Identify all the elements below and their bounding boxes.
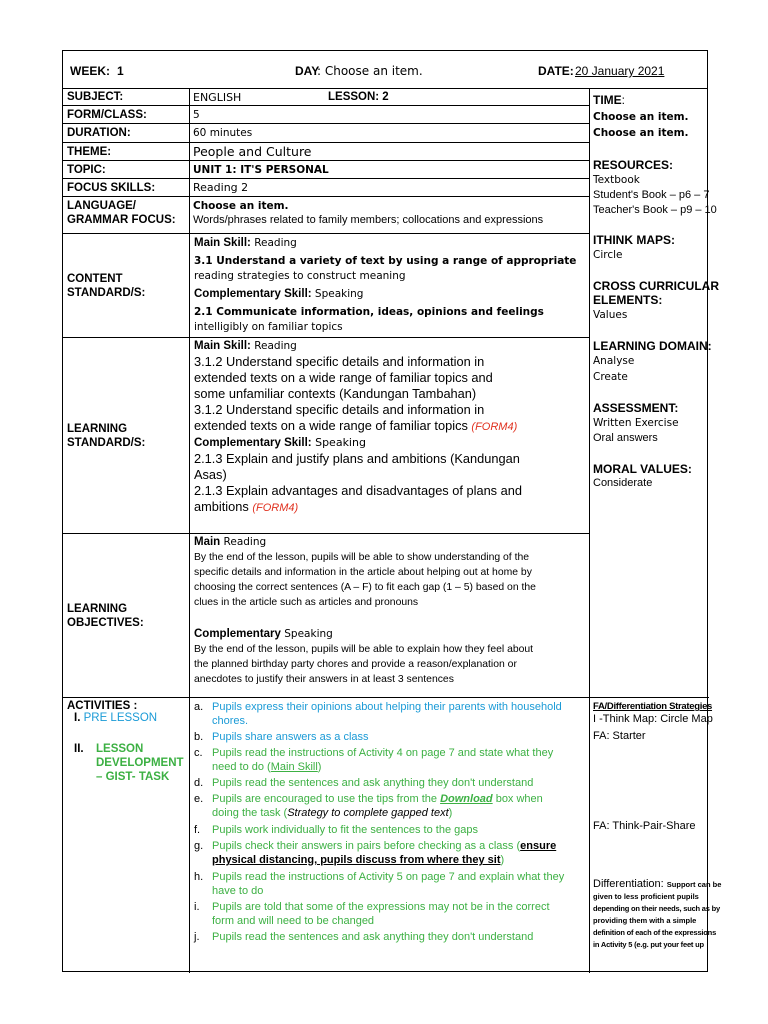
- dev-label-3: – GIST- TASK: [96, 771, 170, 783]
- learning-objectives-label-cell: [63, 534, 190, 698]
- activity-g-1: Pupils check their answers in pairs before checking as a class (: [212, 840, 521, 852]
- domain-2: Create: [593, 371, 628, 383]
- activities-label: ACTIVITIES :: [67, 700, 138, 712]
- fa-3: FA: Think-Pair-Share: [593, 820, 696, 832]
- lo-main-label: Main: [194, 536, 221, 548]
- activity-e-3a: doing the task (: [212, 807, 288, 819]
- activity-item: [190, 700, 589, 714]
- focus-value-cell: [190, 179, 590, 197]
- resources-1: Textbook: [593, 174, 640, 186]
- learning-standard-label-1: LEARNING: [67, 422, 128, 435]
- grammar-value-2: Words/phrases related to family members; collocations and expressions: [193, 214, 544, 226]
- lo-comp-value: Speaking: [280, 628, 333, 640]
- domain-label: LEARNING DOMAIN:: [593, 339, 712, 353]
- week-label: WEEK:: [70, 64, 110, 78]
- cross-value: Values: [593, 309, 628, 321]
- duration-value-cell: [190, 124, 590, 143]
- grammar-label-1: LANGUAGE/: [67, 200, 136, 212]
- fa-strategies-column: [590, 698, 722, 973]
- activity-e-download: Download: [440, 793, 493, 805]
- assessment-label: ASSESSMENT:: [593, 401, 679, 415]
- theme-label: THEME:: [67, 145, 112, 158]
- cs-main-text-1: 3.1 Understand a variety of text by using a range of appropriate: [194, 255, 577, 267]
- activity-d: Pupils read the sentences and ask anything they don't understand: [212, 777, 534, 789]
- ithink-label: ITHINK MAPS:: [593, 233, 675, 247]
- activity-item: [190, 870, 589, 884]
- activity-letter: a.: [194, 701, 204, 713]
- activity-g-2: physical distancing, pupils discuss from where they sit: [212, 854, 501, 866]
- activity-letter: i.: [194, 901, 200, 913]
- activity-c-2c: ): [317, 761, 322, 773]
- date-label: DATE:: [538, 64, 574, 78]
- learning-objectives-label-1: LEARNING: [67, 602, 128, 615]
- lo-comp-label: Complementary: [194, 628, 281, 640]
- theme-value: People and Culture: [193, 144, 312, 159]
- cs-comp-text-1: 2.1 Communicate information, ideas, opinions and feelings: [194, 306, 544, 318]
- ls-line-1: 3.1.2 Understand specific details and information in: [194, 354, 485, 369]
- activity-c-2b: Main Skill: [270, 761, 318, 773]
- activity-letter: f.: [194, 824, 201, 836]
- resources-3: Teacher's Book – p9 – 10: [593, 204, 717, 216]
- topic-label: TOPIC:: [67, 163, 106, 176]
- activity-item: [190, 792, 589, 806]
- cs-main-skill-label: Main Skill:: [194, 237, 251, 249]
- activity-letter: e.: [194, 793, 204, 805]
- domain-1: Analyse: [593, 355, 635, 367]
- ls-form4-b: (FORM4): [252, 502, 299, 514]
- diff-4: providing them with a simple: [593, 916, 697, 925]
- grammar-value-1[interactable]: Choose an item.: [193, 200, 289, 212]
- topic-value-cell: [190, 161, 590, 179]
- ls-line-9: ambitions: [194, 499, 253, 514]
- learning-objectives-cell: [190, 534, 590, 698]
- activity-j: Pupils read the sentences and ask anything they don't understand: [212, 931, 534, 943]
- day-value[interactable]: : Choose an item.: [317, 64, 423, 78]
- diff-6: in Activity 5 (e.g. put your feet up: [593, 940, 704, 949]
- content-standard-cell: [190, 234, 590, 338]
- ithink-value: Circle: [593, 249, 623, 261]
- subject-value-cell: [190, 89, 590, 106]
- lo-main-1: By the end of the lesson, pupils will be able to show understanding of the: [194, 552, 530, 563]
- diff-1: Support can be: [666, 880, 722, 889]
- activity-letter: c.: [194, 747, 203, 759]
- ls-line-6: 2.1.3 Explain and justify plans and ambitions (Kandungan: [194, 451, 520, 466]
- learning-standard-label-cell: [63, 338, 190, 534]
- theme-value-cell: [190, 143, 590, 161]
- activity-letter: h.: [194, 871, 204, 883]
- ls-main-skill-value: Reading: [250, 340, 297, 352]
- cross-label-2: ELEMENTS:: [593, 293, 663, 307]
- focus-value: Reading 2: [193, 181, 249, 194]
- diff-5: definition of each of the expressions: [593, 928, 717, 937]
- activity-i: Pupils are told that some of the expressions may not be in the correct: [212, 901, 550, 913]
- activities-label-cell: [63, 698, 190, 973]
- ls-line-2: extended texts on a wide range of familiar topics and: [194, 370, 493, 385]
- cs-comp-skill-value: Speaking: [311, 288, 364, 300]
- theme-label-cell: [63, 143, 190, 161]
- form-value-cell: [190, 106, 590, 124]
- ls-main-skill-label: Main Skill:: [194, 340, 251, 352]
- grammar-label-cell: [63, 197, 190, 234]
- lesson-label: LESSON: 2: [328, 91, 389, 103]
- form-value: 5: [193, 108, 200, 121]
- cs-main-skill-value: Reading: [250, 237, 297, 249]
- lo-comp-1: By the end of the lesson, pupils will be able to explain how they feel about: [194, 644, 534, 655]
- fa-title: FA/Differentiation Strategies: [593, 701, 713, 712]
- right-info-column: [590, 89, 719, 698]
- cs-comp-skill-label: Complementary Skill:: [194, 288, 312, 300]
- activity-e-3b: Strategy to complete gapped text: [287, 807, 449, 819]
- focus-label-cell: [63, 179, 190, 197]
- week-value: 1: [117, 64, 124, 78]
- time-value-1[interactable]: Choose an item.: [593, 111, 689, 123]
- focus-label: FOCUS SKILLS:: [67, 181, 156, 194]
- fa-1: I -Think Map: Circle Map: [593, 713, 713, 725]
- activity-item: [190, 930, 589, 944]
- diff-2: given to less proficient pupils: [593, 892, 699, 901]
- date-value[interactable]: 20 January 2021: [575, 64, 665, 78]
- duration-value: 60 minutes: [193, 127, 253, 139]
- activity-e-2: box when: [492, 793, 543, 805]
- grammar-label-2: GRAMMAR FOCUS:: [67, 214, 176, 226]
- assessment-2: Oral answers: [593, 432, 658, 444]
- ls-comp-skill-value: Speaking: [311, 436, 366, 449]
- activity-letter: b.: [194, 731, 204, 743]
- grammar-value-cell: [190, 197, 590, 234]
- topic-label-cell: [63, 161, 190, 179]
- dev-num: II.: [74, 743, 84, 755]
- lesson-plan-sheet: [62, 50, 722, 972]
- activity-item: [190, 900, 589, 914]
- activity-i-2: form and will need to be changed: [212, 915, 375, 927]
- duration-label: DURATION:: [67, 127, 131, 139]
- activity-e-3c: ): [448, 807, 453, 819]
- dev-label-1: LESSON: [96, 743, 144, 755]
- activity-item: [190, 730, 589, 744]
- time-colon: :: [621, 93, 626, 107]
- activity-f: Pupils work individually to fit the sentences to the gaps: [212, 824, 478, 836]
- time-value-2[interactable]: Choose an item.: [593, 127, 689, 139]
- subject-label: SUBJECT:: [67, 91, 124, 103]
- lo-main-2: specific details and information in the article about helping out at home by: [194, 567, 532, 578]
- learning-standard-cell: [190, 338, 590, 534]
- lo-comp-2: the planned birthday party chores and provide a reason/explanation or: [194, 659, 517, 670]
- moral-label: MORAL VALUES:: [593, 462, 692, 476]
- ls-form4-a: (FORM4): [471, 421, 518, 433]
- activity-item: [190, 823, 589, 837]
- topic-value: UNIT 1: IT'S PERSONAL: [193, 163, 329, 176]
- resources-label: RESOURCES:: [593, 158, 674, 172]
- form-label-cell: [63, 106, 190, 124]
- activity-h: Pupils read the instructions of Activity 5 on page 7 and explain what they: [212, 871, 565, 883]
- content-standard-label-1: CONTENT: [67, 272, 123, 285]
- ls-line-5: extended texts on a wide range of familiar topics: [194, 418, 472, 433]
- activity-item: [190, 839, 589, 853]
- dev-label-2: DEVELOPMENT: [96, 757, 184, 769]
- activity-h-2: have to do: [212, 885, 264, 897]
- cross-label-1: CROSS CURRICULAR: [593, 279, 719, 293]
- diff-label: Differentiation:: [593, 878, 667, 890]
- learning-objectives-label-2: OBJECTIVES:: [67, 616, 144, 629]
- time-label: TIME: [593, 93, 622, 107]
- fa-2: FA: Starter: [593, 730, 646, 742]
- cs-main-text-2: reading strategies to construct meaning: [194, 270, 406, 282]
- activity-a-2: chores.: [212, 715, 249, 727]
- activity-c: Pupils read the instructions of Activity 4 on page 7 and state what they: [212, 747, 554, 759]
- ls-comp-skill-label: Complementary Skill:: [194, 437, 312, 449]
- learning-standard-label-2: STANDARD/S:: [67, 436, 146, 449]
- activity-a: Pupils express their opinions about helping their parents with household: [212, 701, 562, 713]
- ls-line-7: Asas): [194, 467, 227, 482]
- activity-letter: j.: [194, 931, 200, 943]
- diff-3: depending on their needs, such as by: [593, 904, 720, 913]
- pre-lesson-label: PRE LESSON: [83, 712, 158, 724]
- activity-b: Pupils share answers as a class: [212, 731, 369, 743]
- content-standard-label-cell: [63, 234, 190, 338]
- subject-label-cell: [63, 89, 190, 106]
- lo-main-3: choosing the correct sentences (A – F) to fit each gap (1 – 5) based on the: [194, 582, 536, 593]
- subject-value: ENGLISH: [193, 90, 242, 104]
- activities-cell: [190, 698, 590, 973]
- activity-letter: g.: [194, 840, 204, 852]
- ls-line-8: 2.1.3 Explain advantages and disadvantages of plans and: [194, 483, 522, 498]
- lo-comp-3: anecdotes to justify their answers in at least 3 sentences: [194, 674, 454, 685]
- activity-item: [190, 746, 589, 760]
- form-label: FORM/CLASS:: [67, 108, 147, 121]
- activity-letter: d.: [194, 777, 204, 789]
- ls-line-4: 3.1.2 Understand specific details and information in: [194, 402, 485, 417]
- moral-value: Considerate: [593, 477, 653, 489]
- pre-lesson-num: I.: [74, 712, 81, 724]
- duration-label-cell: [63, 124, 190, 143]
- header-row: [63, 51, 707, 89]
- assessment-1: Written Exercise: [593, 417, 679, 429]
- cs-comp-text-2: intelligibly on familiar topics: [194, 321, 343, 333]
- activity-item: [190, 776, 589, 790]
- resources-2: Student's Book – p6 – 7: [593, 189, 710, 201]
- activity-e-1: Pupils are encouraged to use the tips from the: [212, 793, 441, 805]
- lo-main-4: clues in the article such as articles and pronouns: [194, 597, 419, 608]
- activity-g-ensure: ensure: [520, 840, 557, 852]
- ls-line-3: some unfamiliar contexts (Kandungan Tambahan): [194, 386, 477, 401]
- content-standard-label-2: STANDARD/S:: [67, 286, 146, 299]
- activity-c-2a: need to do (: [212, 761, 271, 773]
- day-label: DAY: [295, 64, 320, 78]
- lo-main-value: Reading: [220, 536, 267, 548]
- activity-g-3: ): [500, 854, 505, 866]
